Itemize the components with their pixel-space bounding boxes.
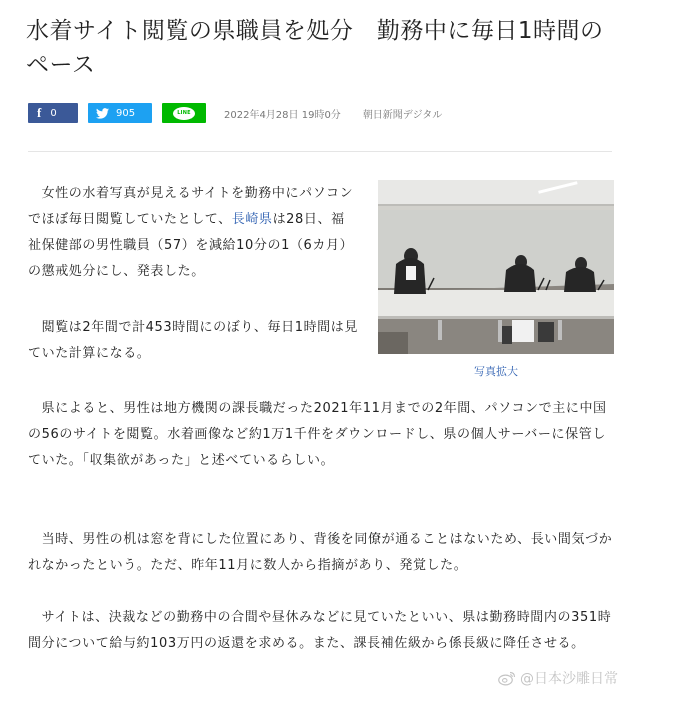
body-paragraph-2 — [28, 315, 358, 367]
body-paragraph-3 — [28, 396, 618, 474]
weibo-icon — [498, 671, 516, 686]
twitter-share-count: 905 — [116, 107, 136, 119]
p4-text: 当時、男性の机は窓を背にした位置にあり、背後を同僚が通ることはないため、長い間気づかれなかったという。ただ、昨年11月に数人から指摘があり、発覚した。 — [28, 532, 613, 573]
facebook-icon: f — [37, 105, 42, 120]
facebook-share-button[interactable] — [28, 103, 78, 123]
body-paragraph-5 — [28, 605, 618, 657]
twitter-share-button[interactable] — [88, 103, 152, 123]
p1-text-before: 女性の水着写真が見えるサイトを勤務中にパソコンでほぼ毎日閲覧していたとして、 — [28, 186, 354, 227]
nagasaki-link[interactable]: 長崎県 — [231, 212, 273, 227]
p3-text: 県によると、男性は地方機関の課長職だった2021年11月までの2年間、パソコンで主に中国の56のサイトを閲覧。水着画像など約1万1千件をダウンロードし、県の個人サーバーに保管していた。「収集欲があった」と述べているらしい。 — [28, 401, 607, 468]
photo-enlarge-link[interactable]: 写真拡大 — [474, 365, 518, 378]
header-divider — [28, 151, 612, 152]
p5-text: サイトは、決裁などの勤務中の合間や昼休みなどに見ていたといい、県は勤務時間内の351時間分について給与約103万円の返還を求める。また、課長補佐級から係長級に降任させる。 — [28, 610, 612, 651]
article-photo[interactable] — [378, 180, 614, 354]
p1-text-after: は28日、福祉保健部の男性職員（57）を減給10分の1（6カ月）の懲戒処分にし、発表した。 — [28, 212, 354, 279]
line-icon: LINE — [173, 107, 195, 120]
weibo-watermark — [498, 668, 618, 688]
watermark-text: @日本沙雕日常 — [520, 671, 618, 687]
body-paragraph-4 — [28, 527, 618, 579]
line-share-button[interactable] — [162, 103, 206, 123]
twitter-icon — [96, 108, 109, 119]
p2-text: 閲覧は2年間で計453時間にのぼり、毎日1時間は見ていた計算になる。 — [28, 320, 358, 361]
body-paragraph-1 — [28, 181, 358, 285]
facebook-share-count: 0 — [50, 107, 57, 119]
article-source: 朝日新聞デジタル — [362, 109, 443, 121]
share-bar — [28, 103, 442, 123]
article-title: 水着サイト閲覧の県職員を処分 勤務中に毎日1時間のペース — [26, 18, 604, 78]
press-conference-photo — [378, 180, 614, 354]
publish-date: 2022年4月28日 19時0分 — [224, 109, 341, 121]
